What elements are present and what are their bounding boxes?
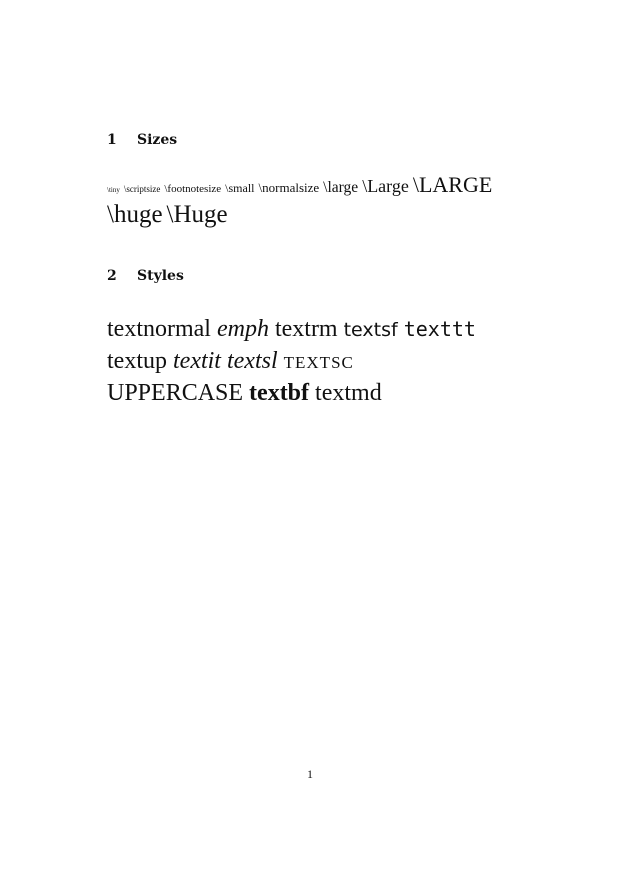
size-large: \large [323, 179, 359, 196]
size-Huge: \Huge [166, 201, 228, 228]
section-title: Styles [137, 268, 184, 284]
style-emph: emph [216, 316, 269, 342]
size-huge: \huge [107, 201, 163, 228]
style-uppercase: UPPERCASE [107, 380, 244, 406]
section-heading-sizes [107, 132, 177, 148]
style-textsc: textsc [283, 348, 354, 374]
size-scriptsize: \scriptsize [123, 184, 161, 194]
style-textmd: textmd [315, 380, 382, 406]
style-texttt: texttt [403, 317, 476, 341]
section-number: 2 [107, 268, 117, 284]
section-heading-styles [107, 268, 184, 284]
style-textbf: textbf [249, 380, 310, 406]
styles-line-1 [107, 317, 476, 341]
style-textsl: textsl [226, 348, 278, 374]
size-LARGE: \LARGE [412, 172, 493, 197]
size-tiny: \tiny [107, 186, 120, 194]
size-small: \small [225, 181, 255, 195]
style-textnormal: textnormal [107, 316, 211, 342]
size-footnotesize: \footnotesize [164, 183, 222, 195]
style-textrm: textrm [274, 316, 338, 342]
page-number: 1 [307, 767, 313, 781]
size-Large: \Large [362, 176, 409, 196]
styles-line-3 [107, 381, 382, 405]
size-normalsize: \normalsize [258, 180, 320, 195]
style-textit: textit [173, 348, 221, 374]
style-textsf: textsf [343, 319, 398, 341]
section-title: Sizes [137, 132, 178, 148]
sizes-line-1 [107, 174, 517, 196]
sizes-line-2 [107, 202, 517, 227]
section-number: 1 [107, 132, 117, 148]
styles-line-2 [107, 349, 354, 373]
style-textup: textup [107, 348, 167, 374]
